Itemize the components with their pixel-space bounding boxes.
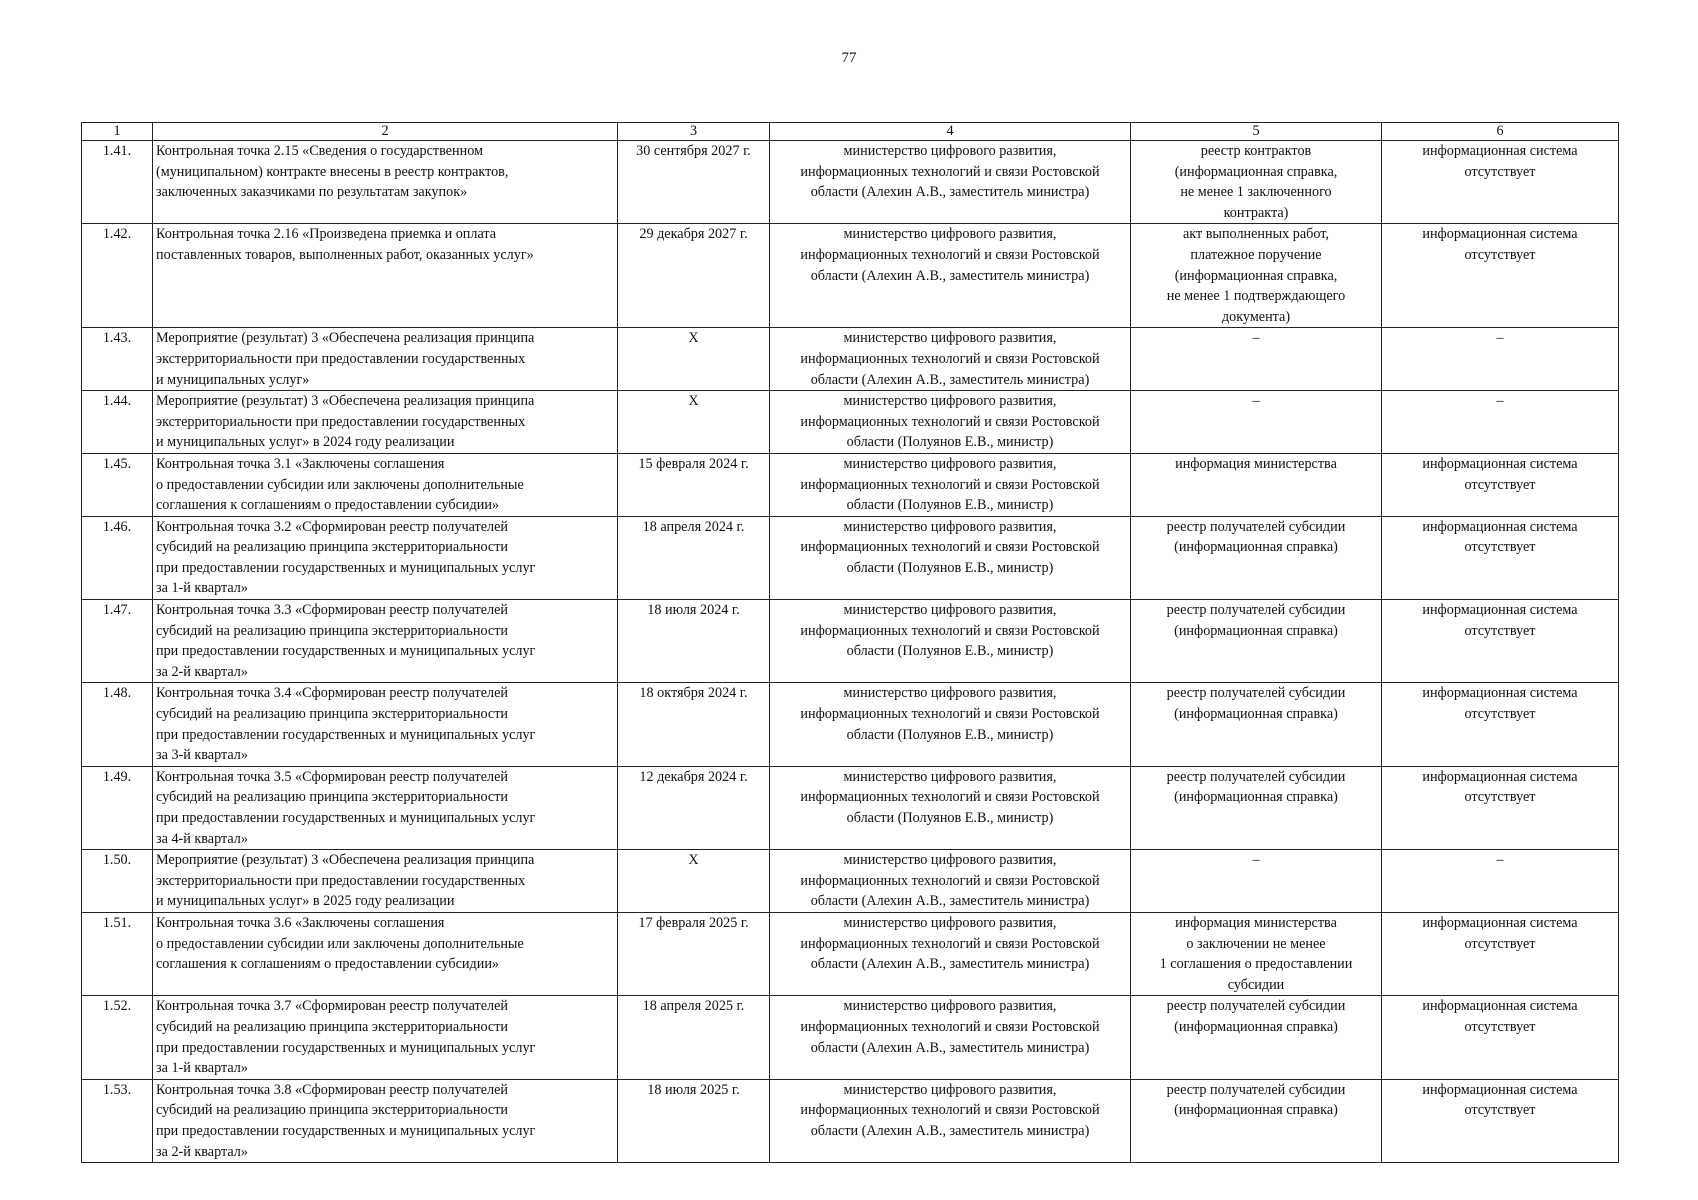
row-number-cell: 1.47. [82,600,153,683]
cell-line: (информационная справка) [1174,1018,1338,1035]
cell-line: информационных технологий и связи Ростовской [800,413,1100,430]
table-row [82,766,1619,849]
info-system-cell [1382,683,1619,766]
cell-line: министерство цифрового развития, [843,998,1057,1015]
cell-line: 15 февраля 2024 г. [638,455,749,472]
table-row [82,224,1619,328]
cell-line: заключенных заказчиками по результатам закупок» [156,184,468,201]
document-cell [1131,912,1382,995]
cell-line: информационная система [1422,768,1578,785]
cell-line: – [1252,330,1260,347]
cell-line: 17 февраля 2025 г. [638,914,749,931]
item-name-cell [153,391,618,454]
table-row [82,391,1619,454]
table-row [82,996,1619,1079]
item-name-cell [153,996,618,1079]
cell-line: области (Алехин А.В., заместитель министра) [810,1122,1090,1139]
info-system-cell [1382,391,1619,454]
column-header: 5 [1131,123,1382,141]
page-number: 77 [841,50,857,66]
cell-line: информационная система [1422,1081,1578,1098]
cell-line: отсутствует [1464,163,1536,180]
cell-line: информация министерства [1175,914,1337,931]
document-cell [1131,224,1382,328]
cell-line: субсидий на реализацию принципа экстерриториальности [156,539,508,556]
table-body [82,141,1619,1163]
cell-line: субсидий на реализацию принципа экстерриториальности [156,1018,508,1035]
cell-line: (информационная справка) [1174,1102,1338,1119]
cell-line: области (Полуянов Е.В., министр) [846,434,1054,451]
cell-line: Контрольная точка 2.15 «Сведения о государственном [156,143,484,159]
table-row [82,516,1619,599]
cell-line: субсидии [1227,976,1285,993]
cell-line: при предоставлении государственных и муниципальных услуг [156,643,536,660]
cell-line: акт выполненных работ, [1182,226,1329,243]
cell-line: отсутствует [1464,246,1536,263]
cell-line: при предоставлении государственных и муниципальных услуг [156,726,536,743]
due-date-cell [618,850,770,913]
table-row [82,600,1619,683]
cell-line: министерство цифрового развития, [843,685,1057,702]
row-number-cell: 1.51. [82,912,153,995]
document-cell [1131,683,1382,766]
info-system-cell [1382,912,1619,995]
column-header: 2 [153,123,618,141]
cell-line: при предоставлении государственных и муниципальных услуг [156,559,536,576]
row-number-cell: 1.52. [82,996,153,1079]
cell-line: информационных технологий и связи Ростовской [800,622,1100,639]
cell-line: отсутствует [1464,622,1536,639]
info-system-cell [1382,516,1619,599]
cell-line: документа) [1221,308,1291,325]
cell-line: при предоставлении государственных и муниципальных услуг [156,810,536,826]
cell-line: отсутствует [1464,1018,1536,1035]
cell-line: информационная система [1422,685,1578,702]
cell-line: информационная система [1422,998,1578,1015]
table-header-row [82,123,1619,141]
document-cell [1131,453,1382,516]
cell-line: (информационная справка) [1174,706,1338,723]
cell-line: министерство цифрового развития, [843,1081,1057,1098]
due-date-cell [618,516,770,599]
cell-line: области (Алехин А.В., заместитель министра) [810,956,1090,973]
cell-line: Контрольная точка 3.4 «Сформирован реестр получателей [156,685,508,702]
cell-line: не менее 1 заключенного [1180,184,1332,201]
cell-line: информационных технологий и связи Ростовской [800,246,1100,263]
cell-line: информация министерства [1175,455,1337,472]
column-header: 3 [618,123,770,141]
cell-line: 29 декабря 2027 г. [639,226,748,243]
cell-line: Х [688,330,699,347]
cell-line: экстерриториальности при предоставлении государственных [156,413,526,430]
cell-line: 18 апреля 2024 г. [642,518,745,535]
cell-line: при предоставлении государственных и муниципальных услуг [156,1122,536,1139]
cell-line: (информационная справка, [1174,267,1338,284]
due-date-cell [618,600,770,683]
cell-line: области (Полуянов Е.В., министр) [846,726,1054,743]
cell-line: за 2-й квартал» [156,1143,248,1160]
cell-line: и муниципальных услуг» в 2025 году реализации [156,893,455,910]
cell-line: Мероприятие (результат) 3 «Обеспечена реализация принципа [156,393,535,410]
cell-line: министерство цифрового развития, [843,455,1057,472]
info-system-cell [1382,1079,1619,1162]
item-name-cell [153,141,618,224]
cell-line: реестр получателей субсидии [1166,998,1346,1015]
cell-line: субсидий на реализацию принципа экстерриториальности [156,789,508,806]
cell-line: – [1252,852,1260,869]
info-system-cell [1382,996,1619,1079]
cell-line: 18 апреля 2025 г. [642,998,745,1015]
cell-line: 1 соглашения о предоставлении [1159,956,1353,973]
responsible-cell [770,996,1131,1079]
cell-line: отсутствует [1464,789,1536,806]
cell-line: – [1252,393,1260,410]
due-date-cell [618,141,770,224]
cell-line: министерство цифрового развития, [843,393,1057,410]
item-name-cell [153,1079,618,1162]
cell-line: соглашения к соглашениям о предоставлении субсидии» [156,956,500,973]
responsible-cell [770,328,1131,391]
cell-line: области (Полуянов Е.В., министр) [846,497,1054,514]
cell-line: (информационная справка, [1174,163,1338,180]
cell-line: реестр получателей субсидии [1166,518,1346,535]
cell-line: за 1-й квартал» [156,580,248,597]
due-date-cell [618,683,770,766]
item-name-cell [153,224,618,328]
cell-line: области (Алехин А.В., заместитель министра) [810,184,1090,201]
due-date-cell [618,328,770,391]
document-cell [1131,850,1382,913]
cell-line: Контрольная точка 2.16 «Произведена приемка и оплата [156,226,497,243]
cell-line: информационная система [1422,914,1578,931]
cell-line: 12 декабря 2024 г. [639,768,748,785]
cell-line: 18 октября 2024 г. [639,685,748,702]
cell-line: области (Полуянов Е.В., министр) [846,643,1054,660]
cell-line: реестр получателей субсидии [1166,685,1346,702]
cell-line: информационных технологий и связи Ростовской [800,872,1100,889]
document-cell [1131,766,1382,849]
cell-line: (информационная справка) [1174,622,1338,639]
cell-line: информационных технологий и связи Ростовской [800,1102,1100,1119]
info-system-cell [1382,850,1619,913]
item-name-cell [153,912,618,995]
cell-line: министерство цифрового развития, [843,914,1057,931]
cell-line: Х [688,393,699,410]
cell-line: области (Алехин А.В., заместитель министра) [810,1039,1090,1056]
cell-line: министерство цифрового развития, [843,143,1057,159]
cell-line: области (Алехин А.В., заместитель министра) [810,893,1090,910]
cell-line: информационных технологий и связи Ростовской [800,350,1100,367]
responsible-cell [770,516,1131,599]
cell-line: реестр контрактов [1200,143,1312,159]
cell-line: информационная система [1422,602,1578,619]
due-date-cell [618,224,770,328]
item-name-cell [153,328,618,391]
item-name-cell [153,516,618,599]
responsible-cell [770,683,1131,766]
cell-line: министерство цифрового развития, [843,852,1057,869]
due-date-cell [618,1079,770,1162]
cell-line: при предоставлении государственных и муниципальных услуг [156,1039,536,1056]
cell-line: экстерриториальности при предоставлении государственных [156,872,526,889]
cell-line: – [1496,852,1504,869]
info-system-cell [1382,453,1619,516]
cell-line: информационная система [1422,143,1578,159]
cell-line: отсутствует [1464,539,1536,556]
item-name-cell [153,850,618,913]
info-system-cell [1382,600,1619,683]
document-cell [1131,1079,1382,1162]
item-name-cell [153,453,618,516]
cell-line: субсидий на реализацию принципа экстерриториальности [156,1102,508,1119]
cell-line: (информационная справка) [1174,789,1338,806]
document-cell [1131,328,1382,391]
cell-line: информационных технологий и связи Ростовской [800,539,1100,556]
document-cell [1131,996,1382,1079]
responsible-cell [770,912,1131,995]
cell-line: отсутствует [1464,706,1536,723]
cell-line: Контрольная точка 3.2 «Сформирован реестр получателей [156,518,508,535]
cell-line: субсидий на реализацию принципа экстерриториальности [156,622,508,639]
cell-line: экстерриториальности при предоставлении государственных [156,350,526,367]
cell-line: и муниципальных услуг» в 2024 году реализации [156,434,455,451]
item-name-cell [153,766,618,849]
cell-line: отсутствует [1464,1102,1536,1119]
due-date-cell [618,453,770,516]
cell-line: о заключении не менее [1186,935,1326,952]
column-header: 4 [770,123,1131,141]
cell-line: информационных технологий и связи Ростовской [800,789,1100,806]
cell-line: соглашения к соглашениям о предоставлении субсидии» [156,497,500,514]
control-points-table [81,122,1619,1163]
cell-line: области (Полуянов Е.В., министр) [846,810,1054,826]
table-row [82,141,1619,224]
cell-line: о предоставлении субсидии или заключены дополнительные [156,476,524,493]
cell-line: и муниципальных услуг» [156,371,310,388]
info-system-cell [1382,224,1619,328]
responsible-cell [770,141,1131,224]
cell-line: субсидий на реализацию принципа экстерриториальности [156,706,508,723]
cell-line: – [1496,393,1504,410]
cell-line: Контрольная точка 3.8 «Сформирован реестр получателей [156,1081,508,1098]
cell-line: министерство цифрового развития, [843,518,1057,535]
table-row [82,328,1619,391]
responsible-cell [770,850,1131,913]
cell-line: 30 сентября 2027 г. [636,143,751,159]
cell-line: информационная система [1422,226,1578,243]
cell-line: – [1496,330,1504,347]
info-system-cell [1382,766,1619,849]
cell-line: Контрольная точка 3.7 «Сформирован реестр получателей [156,998,508,1015]
cell-line: информационных технологий и связи Ростовской [800,476,1100,493]
cell-line: министерство цифрового развития, [843,602,1057,619]
cell-line: области (Полуянов Е.В., министр) [846,559,1054,576]
due-date-cell [618,766,770,849]
cell-line: области (Алехин А.В., заместитель министра) [810,267,1090,284]
cell-line: 18 июля 2024 г. [647,602,740,619]
responsible-cell [770,1079,1131,1162]
table-row [82,912,1619,995]
column-header: 1 [82,123,153,141]
responsible-cell [770,766,1131,849]
table-row [82,850,1619,913]
cell-line: не менее 1 подтверждающего [1166,288,1346,305]
cell-line: реестр получателей субсидии [1166,768,1346,785]
item-name-cell [153,683,618,766]
table-row [82,453,1619,516]
document-cell [1131,516,1382,599]
cell-line: реестр получателей субсидии [1166,602,1346,619]
document-cell [1131,600,1382,683]
cell-line: Мероприятие (результат) 3 «Обеспечена реализация принципа [156,330,535,347]
cell-line: реестр получателей субсидии [1166,1081,1346,1098]
cell-line: за 1-й квартал» [156,1060,248,1077]
cell-line: Контрольная точка 3.6 «Заключены соглашения [156,914,445,931]
cell-line: Контрольная точка 3.1 «Заключены соглашения [156,455,445,472]
row-number-cell: 1.50. [82,850,153,913]
cell-line: (информационная справка) [1174,539,1338,556]
cell-line: контракта) [1223,204,1289,221]
cell-line: области (Алехин А.В., заместитель министра) [810,371,1090,388]
cell-line: Мероприятие (результат) 3 «Обеспечена реализация принципа [156,852,535,869]
table-row [82,1079,1619,1162]
info-system-cell [1382,141,1619,224]
cell-line: информационных технологий и связи Ростовской [800,935,1100,952]
cell-line: за 2-й квартал» [156,663,248,680]
cell-line: 18 июля 2025 г. [647,1081,740,1098]
column-header: 6 [1382,123,1619,141]
table-row [82,683,1619,766]
responsible-cell [770,391,1131,454]
cell-line: поставленных товаров, выполненных работ, оказанных услуг» [156,246,534,263]
due-date-cell [618,391,770,454]
cell-line: за 3-й квартал» [156,747,248,764]
document-cell [1131,141,1382,224]
cell-line: Контрольная точка 3.5 «Сформирован реестр получателей [156,768,508,785]
item-name-cell [153,600,618,683]
info-system-cell [1382,328,1619,391]
row-number-cell: 1.46. [82,516,153,599]
cell-line: Х [688,852,699,869]
row-number-cell: 1.43. [82,328,153,391]
responsible-cell [770,224,1131,328]
cell-line: информационная система [1422,455,1578,472]
row-number-cell: 1.48. [82,683,153,766]
row-number-cell: 1.44. [82,391,153,454]
cell-line: информационных технологий и связи Ростовской [800,706,1100,723]
cell-line: платежное поручение [1190,246,1322,263]
cell-line: министерство цифрового развития, [843,768,1057,785]
row-number-cell: 1.45. [82,453,153,516]
due-date-cell [618,912,770,995]
cell-line: отсутствует [1464,476,1536,493]
cell-line: информационных технологий и связи Ростовской [800,163,1100,180]
cell-line: за 4-й квартал» [156,830,248,847]
responsible-cell [770,453,1131,516]
cell-line: (муниципальном) контракте внесены в реестр контрактов, [156,163,509,180]
responsible-cell [770,600,1131,683]
row-number-cell: 1.42. [82,224,153,328]
row-number-cell: 1.41. [82,141,153,224]
cell-line: информационных технологий и связи Ростовской [800,1018,1100,1035]
cell-line: министерство цифрового развития, [843,330,1057,347]
cell-line: Контрольная точка 3.3 «Сформирован реестр получателей [156,602,508,619]
cell-line: о предоставлении субсидии или заключены дополнительные [156,935,524,952]
cell-line: информационная система [1422,518,1578,535]
cell-line: отсутствует [1464,935,1536,952]
row-number-cell: 1.49. [82,766,153,849]
due-date-cell [618,996,770,1079]
row-number-cell: 1.53. [82,1079,153,1162]
cell-line: министерство цифрового развития, [843,226,1057,243]
document-cell [1131,391,1382,454]
